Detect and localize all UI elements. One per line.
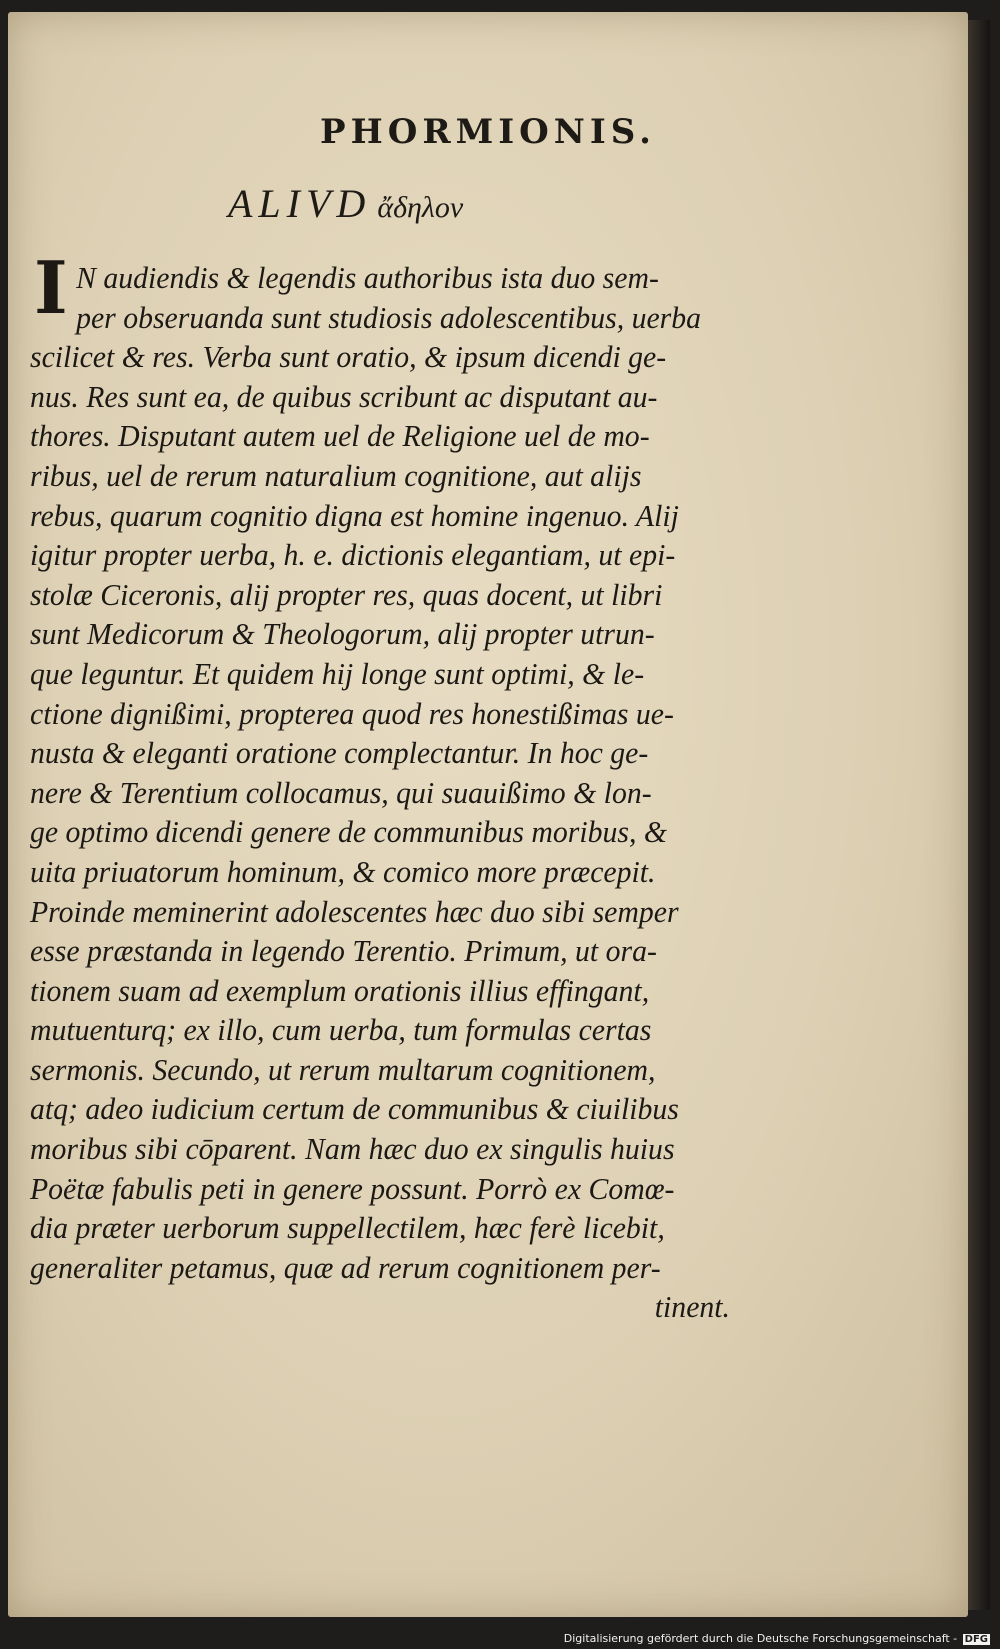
text-line: sunt Medicorum & Theologorum, alij propter utrun- bbox=[30, 616, 655, 652]
text-line: Poëtæ fabulis peti in genere possunt. Porrò ex Comœ- bbox=[30, 1170, 675, 1206]
footer-text: Digitalisierung gefördert durch die Deutsche Forschungsgemeinschaft - bbox=[563, 1632, 958, 1645]
section-title-greek: ἄδηλον bbox=[377, 191, 464, 224]
text-line: ge optimo dicendi genere de communibus moribus, & bbox=[30, 814, 667, 850]
text-line: esse præstanda in legendo Terentio. Primum, ut ora- bbox=[30, 933, 657, 969]
drop-cap: I bbox=[34, 245, 68, 330]
text-line: nus. Res sunt ea, de quibus scribunt ac disputant au- bbox=[30, 378, 658, 414]
text-line: moribus sibi cōparent. Nam hæc duo ex singulis huius bbox=[30, 1131, 675, 1167]
text-line: tionem suam ad exemplum orationis illius effingant, bbox=[30, 972, 650, 1008]
text-line: nusta & eleganti oratione complectantur. In hoc ge- bbox=[30, 735, 649, 771]
text-line: Proinde meminerint adolescentes hæc duo sibi semper bbox=[30, 893, 679, 929]
text-line: N audiendis & legendis authoribus ista duo sem- bbox=[76, 260, 659, 295]
text-line: thores. Disputant autem uel de Religione uel de mo- bbox=[30, 418, 650, 454]
text-line: nere & Terentium collocamus, qui suauißimo & lon- bbox=[30, 774, 652, 810]
text-line: generaliter petamus, quæ ad rerum cognitionem per- bbox=[30, 1249, 661, 1285]
text-line: ctione dignißimi, propterea quod res honestißimas ue- bbox=[30, 695, 674, 731]
section-title bbox=[228, 180, 828, 227]
book-edge bbox=[968, 20, 990, 1610]
text-line: uita priuatorum hominum, & comico more præcepit. bbox=[30, 853, 656, 889]
text-line: atq; adeo iudicium certum de communibus & ciuilibus bbox=[30, 1091, 679, 1127]
text-line: igitur propter uerba, h. e. dictionis elegantiam, ut epi- bbox=[30, 537, 676, 573]
dfg-logo: DFG bbox=[964, 1634, 988, 1645]
section-title-latin: ALIVD bbox=[228, 181, 372, 226]
text-line: sermonis. Secundo, ut rerum multarum cognitionem, bbox=[30, 1051, 656, 1087]
text-line: que leguntur. Et quidem hij longe sunt optimi, & le- bbox=[30, 655, 645, 691]
text-line: ribus, uel de rerum naturalium cognitione, aut alijs bbox=[30, 457, 642, 493]
body-text bbox=[30, 258, 730, 1327]
text-line: per obseruanda sunt studiosis adolescentibus, uerba bbox=[76, 299, 702, 335]
digitization-footer bbox=[564, 1632, 990, 1645]
text-line-last: tinent. bbox=[654, 1289, 730, 1325]
text-line: rebus, quarum cognitio digna est homine ingenuo. Alij bbox=[30, 497, 679, 533]
text-line: scilicet & res. Verba sunt oratio, & ipsum dicendi ge- bbox=[30, 339, 667, 375]
text-line: stolæ Ciceronis, alij propter res, quas docent, ut libri bbox=[30, 576, 663, 612]
text-line: dia præter uerborum suppellectilem, hæc ferè licebit, bbox=[30, 1210, 665, 1246]
text-line: mutuenturq; ex illo, cum uerba, tum formulas certas bbox=[30, 1012, 652, 1048]
running-head: PHORMIONIS. bbox=[320, 112, 656, 152]
